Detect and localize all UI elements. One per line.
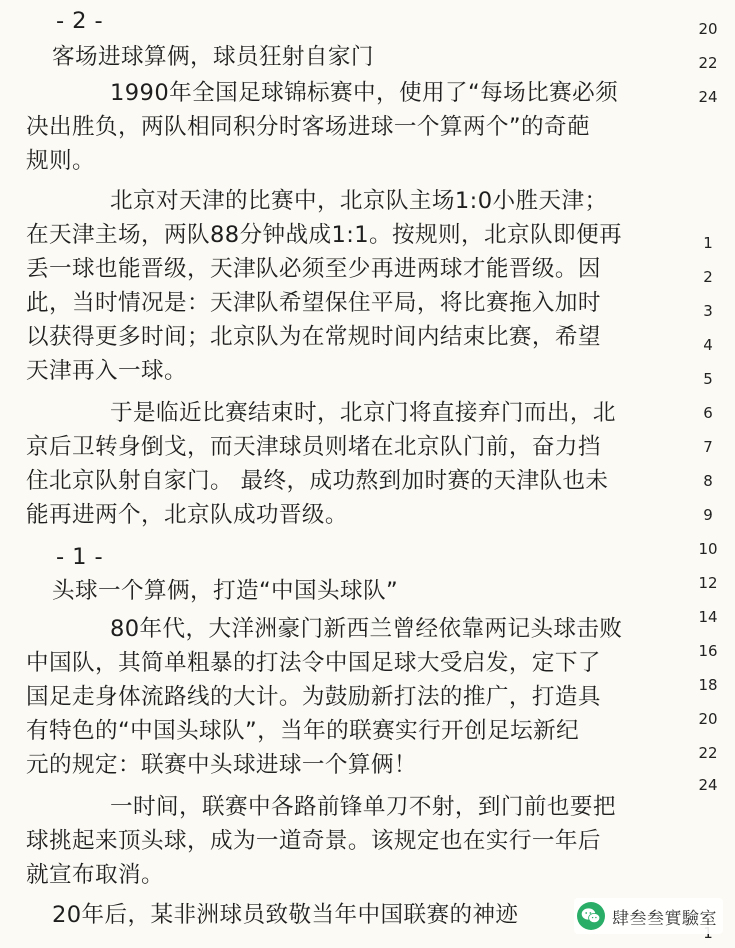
paragraph-line: 一时间，联赛中各路前锋单刀不射，到门前也要把 (110, 794, 616, 820)
line-number: 1 (703, 234, 713, 252)
section-marker: - 2 - (56, 8, 104, 34)
paragraph-line: 能再进两个，北京队成功晋级。 (26, 502, 348, 528)
line-number: 20 (698, 20, 718, 38)
paragraph-line: 北京对天津的比赛中，北京队主场1:0小胜天津； (110, 188, 608, 214)
line-number: 22 (698, 744, 718, 762)
wechat-icon (576, 901, 606, 931)
line-number: 7 (703, 438, 713, 456)
paragraph-line: 中国队，其简单粗暴的打法令中国足球大受启发，定下了 (26, 650, 601, 676)
paragraph-line: 80年代，大洋洲豪门新西兰曾经依靠两记头球击败 (110, 616, 623, 642)
paragraph-line: 1990年全国足球锦标赛中，使用了“每场比赛必须 (110, 80, 619, 106)
paragraph-line: 以获得更多时间；北京队为在常规时间内结束比赛，希望 (26, 324, 601, 350)
paragraph-line: 决出胜负，两队相同积分时客场进球一个算两个”的奇葩 (26, 114, 590, 140)
paragraph-line: 京后卫转身倒戈，而天津球员则堵在北京队门前，奋力挡 (26, 434, 601, 460)
line-number: 6 (703, 404, 713, 422)
paragraph-line: 球挑起来顶头球，成为一道奇景。该规定也在实行一年后 (26, 828, 601, 854)
line-number: 3 (703, 302, 713, 320)
paragraph-line: 20年后，某非洲球员致敬当年中国联赛的神迹 (52, 902, 519, 928)
line-number: 22 (698, 54, 718, 72)
section-heading: 客场进球算俩，球员狂射自家门 (52, 44, 374, 70)
section-heading: 头球一个算俩，打造“中国头球队” (52, 578, 399, 604)
line-number: 24 (698, 776, 718, 794)
watermark-text: 肆叁叁實驗室 (612, 908, 717, 929)
line-number: 20 (698, 710, 718, 728)
paragraph-line: 就宣布取消。 (26, 862, 164, 888)
line-number: 16 (698, 642, 718, 660)
line-number: 2 (703, 268, 713, 286)
line-number: 18 (698, 676, 718, 694)
paragraph-line: 元的规定：联赛中头球进球一个算俩！ (26, 752, 417, 778)
paragraph-line: 有特色的“中国头球队”，当年的联赛实行开创足坛新纪 (26, 718, 580, 744)
line-number: 5 (703, 370, 713, 388)
line-number: 4 (703, 336, 713, 354)
line-number: 9 (703, 506, 713, 524)
paragraph-line: 此，当时情况是：天津队希望保住平局，将比赛拖入加时 (26, 290, 601, 316)
line-number: 8 (703, 472, 713, 490)
line-number: 14 (698, 608, 718, 626)
line-number: 24 (698, 88, 718, 106)
line-number: 12 (698, 574, 718, 592)
paragraph-line: 国足走身体流路线的大计。为鼓励新打法的推广，打造具 (26, 684, 601, 710)
watermark (574, 898, 723, 934)
paragraph-line: 丢一球也能晋级，天津队必须至少再进两球才能晋级。因 (26, 256, 601, 282)
section-marker: - 1 - (56, 544, 104, 570)
paragraph-line: 规则。 (26, 148, 95, 174)
paragraph-line: 在天津主场，两队88分钟战成1:1。按规则，北京队即便再 (26, 222, 622, 248)
paragraph-line: 天津再入一球。 (26, 358, 187, 384)
paragraph-line: 住北京队射自家门。 最终，成功熬到加时赛的天津队也未 (26, 468, 609, 494)
paragraph-line: 于是临近比赛结束时，北京门将直接弃门而出，北 (110, 400, 616, 426)
line-number: 10 (698, 540, 718, 558)
